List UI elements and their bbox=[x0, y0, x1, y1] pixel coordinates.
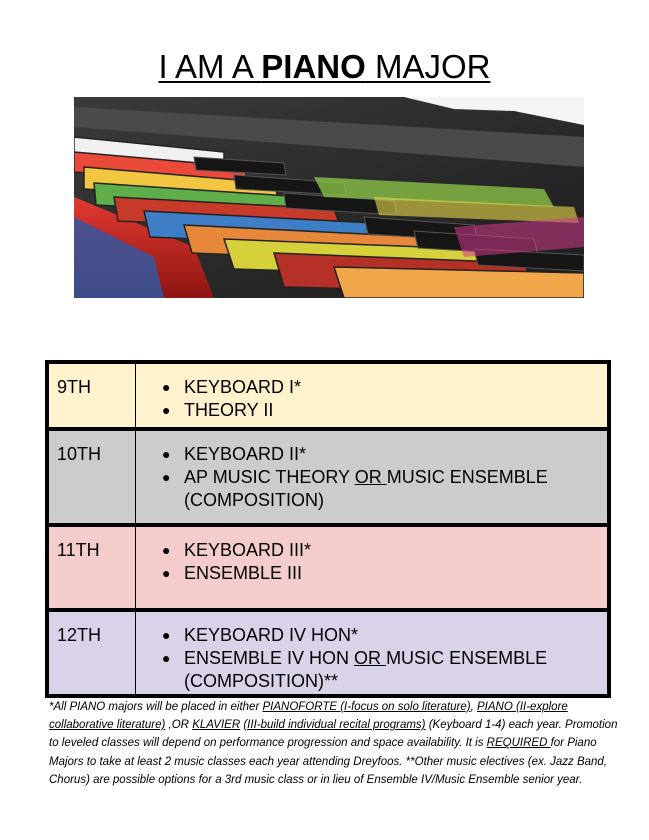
table-row bbox=[47, 362, 609, 429]
title-prefix: I AM A bbox=[158, 48, 262, 85]
footnote-text: for Piano Majors to take at least 2 music classes each year attending Dreyfoos. **Other music electives (ex. Jazz Band, Chorus) are possible options for a 3rd music class or in lieu of Ensemble IV/Music Ensemble senior year. bbox=[49, 737, 607, 786]
year-label: 9TH bbox=[47, 362, 136, 429]
year-label: 11TH bbox=[47, 525, 136, 610]
footnote-underlined: (III-build individual recital programs) bbox=[243, 719, 426, 732]
colorful-piano-keys-image bbox=[74, 97, 584, 298]
footnote-text: (Keyboard 1-4) each year. Promotion to leveled classes will depend on performance progression and space availability. It is bbox=[49, 719, 618, 750]
course-list bbox=[136, 525, 610, 610]
footnote-underlined: REQUIRED bbox=[486, 737, 551, 750]
list-item: ● KEYBOARD IV HON* bbox=[184, 624, 607, 647]
item-text: AP MUSIC THEORY bbox=[184, 467, 355, 487]
course-table bbox=[45, 360, 611, 698]
item-text: MUSIC ENSEMBLE (COMPOSITION)** bbox=[184, 648, 548, 691]
footnote-text: *All PIANO majors will be placed in either bbox=[49, 701, 263, 713]
year-label: 10TH bbox=[47, 429, 136, 525]
list-item: ● KEYBOARD I* bbox=[184, 376, 607, 399]
item-text: MUSIC ENSEMBLE (COMPOSITION) bbox=[184, 467, 548, 510]
course-list bbox=[136, 610, 610, 696]
list-item bbox=[184, 466, 607, 512]
list-item: ● KEYBOARD III* bbox=[184, 539, 607, 562]
list-item: ● THEORY II bbox=[184, 399, 607, 422]
list-item: ● KEYBOARD II* bbox=[184, 443, 607, 466]
table-row bbox=[47, 610, 609, 696]
footnote-text: , bbox=[470, 701, 478, 713]
list-item: ● ENSEMBLE III bbox=[184, 562, 607, 585]
footnote-underlined: PIANO (II-explore collaborative literature) bbox=[49, 701, 568, 732]
table-row bbox=[47, 429, 609, 525]
or-word: OR bbox=[354, 467, 387, 487]
page-title bbox=[0, 48, 649, 86]
footnote-underlined: PIANOFORTE (I-focus on solo literature) bbox=[262, 701, 471, 713]
or-word: OR bbox=[354, 648, 387, 668]
table-row bbox=[47, 525, 609, 610]
year-label: 12TH bbox=[47, 610, 136, 696]
title-suffix: MAJOR bbox=[365, 48, 491, 85]
title-emphasis: PIANO bbox=[261, 48, 366, 85]
footnote-underlined: KLAVIER bbox=[192, 719, 241, 732]
item-text: ENSEMBLE IV HON bbox=[184, 648, 355, 668]
course-list bbox=[136, 429, 610, 525]
footnote-text: ,OR bbox=[165, 719, 193, 732]
footnote bbox=[49, 698, 619, 789]
list-item bbox=[184, 647, 607, 693]
course-list bbox=[136, 362, 610, 429]
